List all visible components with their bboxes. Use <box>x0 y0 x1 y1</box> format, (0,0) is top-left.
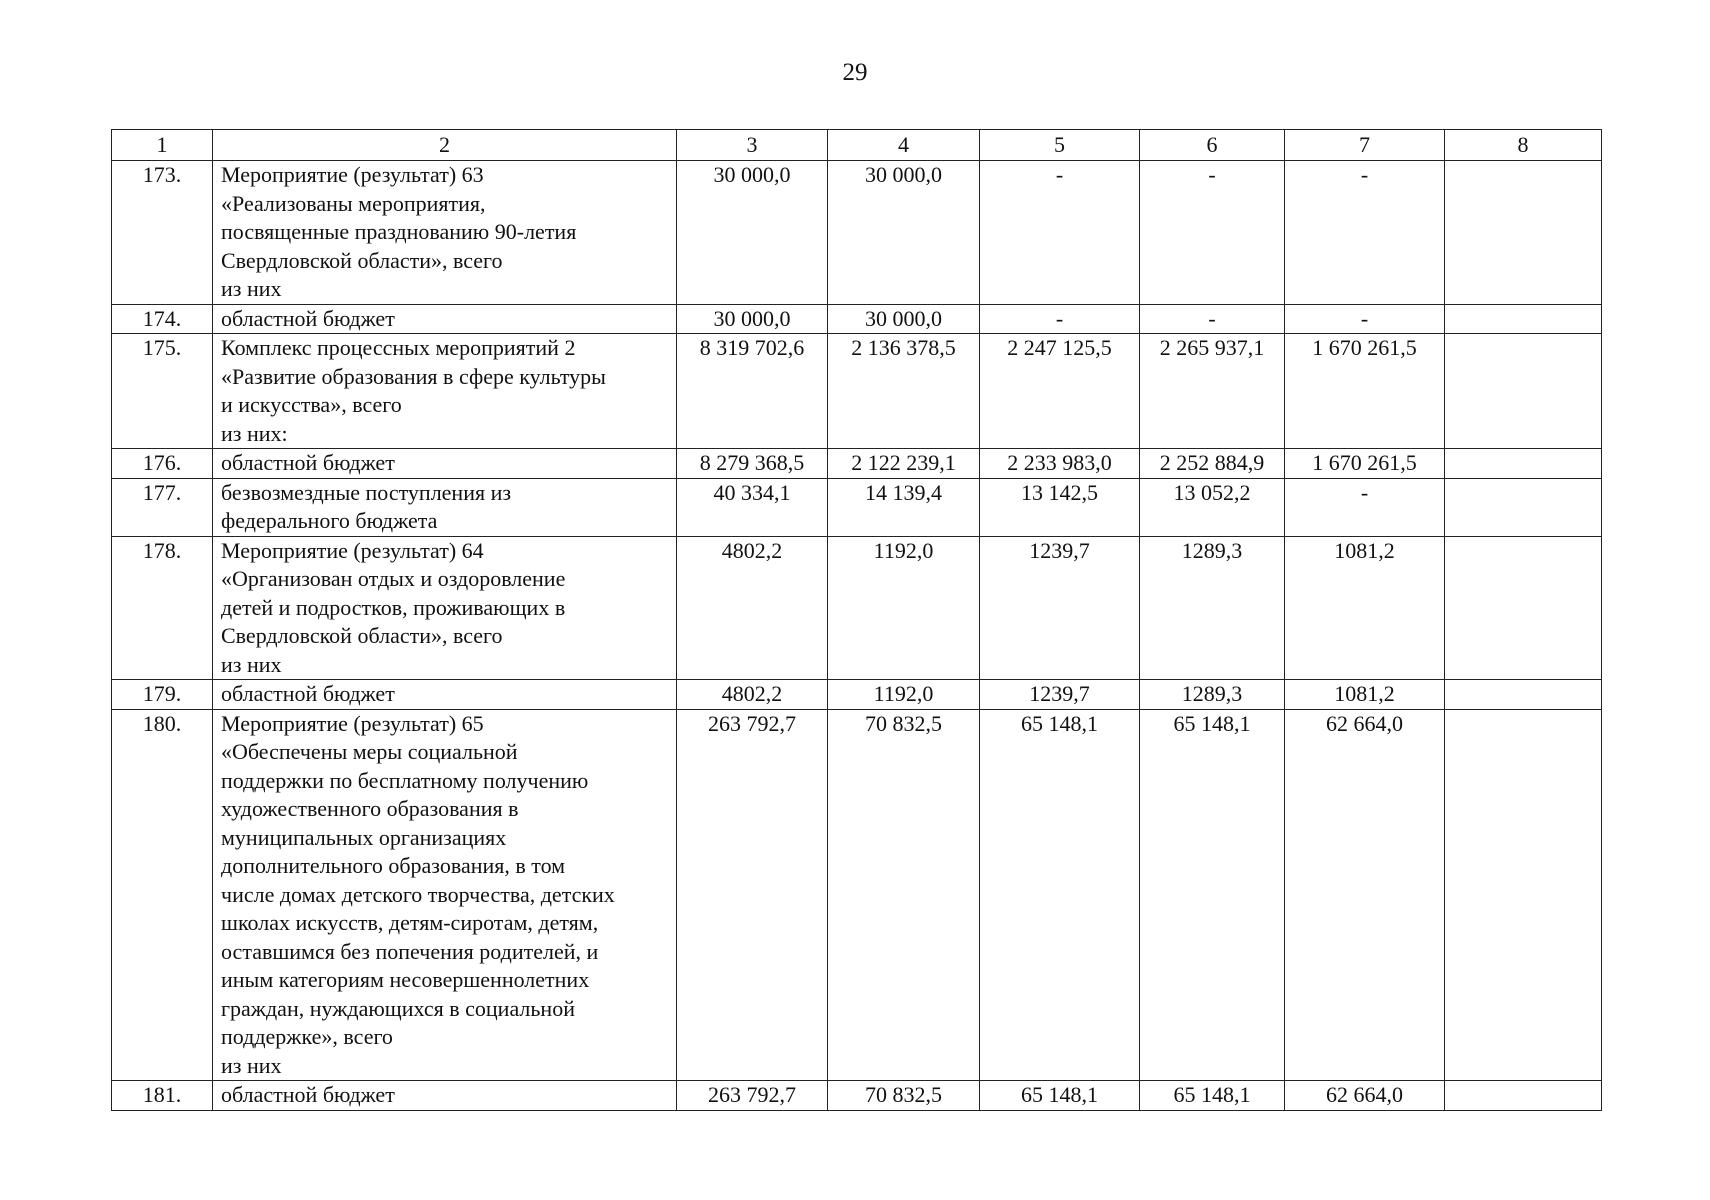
description-line: детей и подростков, проживающих в <box>221 594 566 620</box>
value-cell-col-6: 65 148,1 <box>1140 1081 1285 1111</box>
row-description <box>213 304 677 334</box>
value-cell-col-7: 1 670 261,5 <box>1285 449 1445 479</box>
value-cell-col-4: 30 000,0 <box>828 304 980 334</box>
description-line: «Реализованы мероприятия, <box>221 190 486 216</box>
row-description <box>213 334 677 449</box>
value-cell-col-5: - <box>980 161 1140 305</box>
column-header: 6 <box>1140 130 1285 161</box>
description-line: поддержке», всего <box>221 1024 393 1049</box>
value-cell-col-8 <box>1445 1081 1602 1111</box>
row-number: 180. <box>112 709 213 1081</box>
description-line: «Развитие образования в сфере культуры <box>221 363 606 389</box>
column-header: 1 <box>112 130 213 161</box>
row-number: 181. <box>112 1081 213 1111</box>
row-description <box>213 536 677 680</box>
value-cell-col-3: 40 334,1 <box>677 478 828 536</box>
row-description <box>213 709 677 1081</box>
value-cell-col-4: 1192,0 <box>828 680 980 710</box>
row-description <box>213 680 677 710</box>
description-line: граждан, нуждающихся в социальной <box>221 995 575 1021</box>
row-description <box>213 478 677 536</box>
description-line: «Обеспечены меры социальной <box>221 739 518 764</box>
description-line: безвозмездные поступления из <box>221 479 512 505</box>
value-cell-col-3: 8 319 702,6 <box>677 334 828 449</box>
value-cell-col-3: 263 792,7 <box>677 1081 828 1111</box>
table-row <box>112 1081 1602 1111</box>
value-cell-col-7: 62 664,0 <box>1285 1081 1445 1111</box>
row-number: 175. <box>112 334 213 449</box>
value-cell-col-7: 1081,2 <box>1285 680 1445 710</box>
value-cell-col-8 <box>1445 709 1602 1081</box>
table-row <box>112 334 1602 449</box>
description-line: иным категориям несовершеннолетних <box>221 967 590 992</box>
value-cell-col-6: - <box>1140 304 1285 334</box>
value-cell-col-4: 2 122 239,1 <box>828 449 980 479</box>
description-line: муниципальных организациях <box>221 824 507 850</box>
value-cell-col-5: 1239,7 <box>980 680 1140 710</box>
table-row <box>112 680 1602 710</box>
value-cell-col-4: 14 139,4 <box>828 478 980 536</box>
row-number: 177. <box>112 478 213 536</box>
table-body <box>112 161 1602 1111</box>
column-header: 8 <box>1445 130 1602 161</box>
value-cell-col-5: 1239,7 <box>980 536 1140 680</box>
description-line: областной бюджет <box>221 681 395 706</box>
value-cell-col-5: 65 148,1 <box>980 709 1140 1081</box>
description-line: из них <box>221 276 282 301</box>
value-cell-col-7: - <box>1285 304 1445 334</box>
description-line: «Организован отдых и оздоровление <box>221 566 566 591</box>
row-description <box>213 449 677 479</box>
value-cell-col-8 <box>1445 680 1602 710</box>
value-cell-col-6: 1289,3 <box>1140 680 1285 710</box>
description-line: областной бюджет <box>221 305 395 331</box>
value-cell-col-3: 4802,2 <box>677 680 828 710</box>
description-line: Мероприятие (результат) 65 <box>221 710 484 736</box>
column-header: 4 <box>828 130 980 161</box>
value-cell-col-8 <box>1445 536 1602 680</box>
value-cell-col-7: 1081,2 <box>1285 536 1445 680</box>
description-line: художественного образования в <box>221 796 519 821</box>
value-cell-col-8 <box>1445 304 1602 334</box>
value-cell-col-4: 30 000,0 <box>828 161 980 305</box>
value-cell-col-7: 62 664,0 <box>1285 709 1445 1081</box>
page-number: 29 <box>842 59 868 86</box>
value-cell-col-6: 13 052,2 <box>1140 478 1285 536</box>
description-line: Комплекс процессных мероприятий 2 <box>221 335 576 360</box>
table-row <box>112 304 1602 334</box>
value-cell-col-3: 263 792,7 <box>677 709 828 1081</box>
description-line: и искусства», всего <box>221 392 402 417</box>
value-cell-col-7: - <box>1285 161 1445 305</box>
description-line: Мероприятие (результат) 63 <box>221 162 484 187</box>
description-line: областной бюджет <box>221 1082 395 1107</box>
table-row <box>112 709 1602 1081</box>
column-header: 2 <box>213 130 677 161</box>
value-cell-col-6: - <box>1140 161 1285 305</box>
value-cell-col-5: - <box>980 304 1140 334</box>
value-cell-col-8 <box>1445 478 1602 536</box>
description-line: дополнительного образования, в том <box>221 853 566 878</box>
column-header: 3 <box>677 130 828 161</box>
description-line: Свердловской области», всего <box>221 623 503 648</box>
row-number: 176. <box>112 449 213 479</box>
value-cell-col-5: 2 247 125,5 <box>980 334 1140 449</box>
table-row <box>112 536 1602 680</box>
description-line: поддержки по бесплатному получению <box>221 767 589 793</box>
table-row <box>112 478 1602 536</box>
value-cell-col-4: 70 832,5 <box>828 1081 980 1111</box>
column-header: 7 <box>1285 130 1445 161</box>
value-cell-col-6: 2 265 937,1 <box>1140 334 1285 449</box>
header-row <box>112 130 1602 161</box>
description-line: областной бюджет <box>221 450 395 475</box>
value-cell-col-6: 2 252 884,9 <box>1140 449 1285 479</box>
budget-table <box>111 129 1602 1111</box>
value-cell-col-8 <box>1445 161 1602 305</box>
value-cell-col-7: 1 670 261,5 <box>1285 334 1445 449</box>
row-description <box>213 1081 677 1111</box>
value-cell-col-3: 30 000,0 <box>677 161 828 305</box>
value-cell-col-5: 2 233 983,0 <box>980 449 1140 479</box>
value-cell-col-3: 4802,2 <box>677 536 828 680</box>
row-number: 174. <box>112 304 213 334</box>
column-header: 5 <box>980 130 1140 161</box>
description-line: оставшимся без попечения родителей, и <box>221 938 599 964</box>
description-line: федерального бюджета <box>221 508 438 533</box>
description-line: из них <box>221 651 282 677</box>
table-row <box>112 161 1602 305</box>
row-number: 179. <box>112 680 213 710</box>
value-cell-col-4: 2 136 378,5 <box>828 334 980 449</box>
description-line: числе домах детского творчества, детских <box>221 881 615 907</box>
value-cell-col-3: 8 279 368,5 <box>677 449 828 479</box>
value-cell-col-5: 65 148,1 <box>980 1081 1140 1111</box>
value-cell-col-5: 13 142,5 <box>980 478 1140 536</box>
value-cell-col-8 <box>1445 449 1602 479</box>
value-cell-col-8 <box>1445 334 1602 449</box>
value-cell-col-3: 30 000,0 <box>677 304 828 334</box>
row-description <box>213 161 677 305</box>
row-number: 178. <box>112 536 213 680</box>
value-cell-col-4: 70 832,5 <box>828 709 980 1081</box>
description-line: Свердловской области», всего <box>221 247 503 273</box>
description-line: Мероприятие (результат) 64 <box>221 537 484 563</box>
value-cell-col-6: 1289,3 <box>1140 536 1285 680</box>
description-line: из них <box>221 1052 282 1078</box>
value-cell-col-4: 1192,0 <box>828 536 980 680</box>
description-line: школах искусств, детям-сиротам, детям, <box>221 910 599 935</box>
value-cell-col-6: 65 148,1 <box>1140 709 1285 1081</box>
description-line: посвященные празднованию 90-летия <box>221 219 577 244</box>
table-row <box>112 449 1602 479</box>
row-number: 173. <box>112 161 213 305</box>
description-line: из них: <box>221 420 288 446</box>
value-cell-col-7: - <box>1285 478 1445 536</box>
